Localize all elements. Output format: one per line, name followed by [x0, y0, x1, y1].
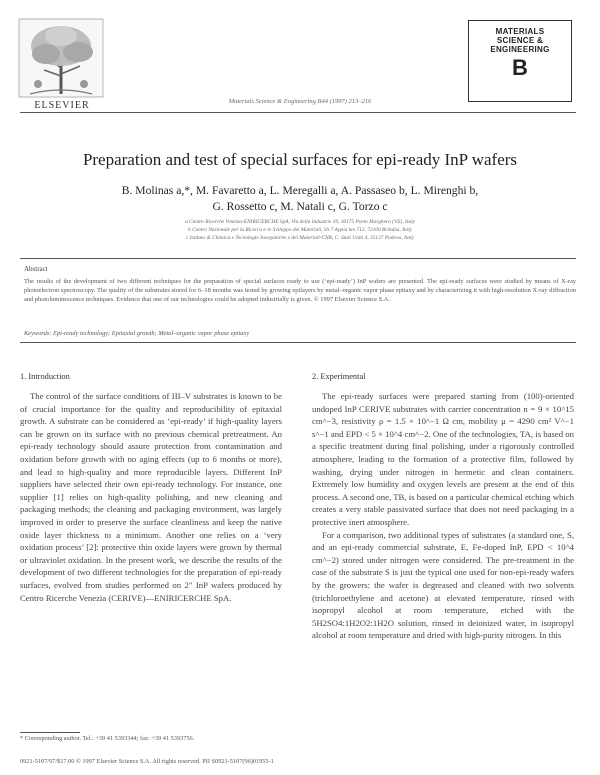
- author-list: [40, 183, 560, 215]
- abstract-text: The results of the development of two different techniques for the preparation of special surfaces ready to use (‘epi-ready’) InP wafers are presented. The epi-ready surfaces were studied by means of X-ray photoelectron spectroscopy. The quality of the substrates stored for 6–18 months was tested by growing epilayers by metal–organic vapor phase epitaxy and by characterizing it with high-resolution X-ray diffraction and photoluminescence techniques. Evidence that one of our technologies could be adopted industrially is given. © 1997 Elsevier Science S.A.: [24, 278, 576, 303]
- journal-citation: Materials Science & Engineering B44 (1997) 213–216: [228, 98, 372, 105]
- author-line: B. Molinas a,*, M. Favaretto a, L. Meregalli a, A. Passaseo b, L. Mirenghi b,: [121, 184, 479, 197]
- keywords: Keywords: Epi-ready technology; Epitaxial growth; Metal–organic vapor phase epitaxy: [24, 330, 250, 337]
- journal-box-line: ENGINEERING: [490, 45, 550, 54]
- paragraph: The epi-ready surfaces were prepared starting from (100)-oriented undoped InP CERIVE substrates with carrier concentration n = 9 × 10^15 cm^−3, resistivity ρ = 1.5 × 10^−1 Ω cm, mobility μ = 4290 cm² V^−1 s^−1 and EPD < 5 × 10^4 cm^−2. One of the technologies, TA, is based on a specific treatment during final polishing, under a rigorously controlled atmosphere, leading to the formation of a protective film, followed by washing, drying under nitrogen in hermetic and clean containers. Extremely low humidity and oxygen levels are present at the end of this process. A second one, TB, is based on a particular chemical etching which creates a very stable passivated surface that does not need packaging in a protective inert atmosphere.: [312, 391, 574, 527]
- experimental-text: [312, 390, 574, 642]
- section-heading-experimental: 2. Experimental: [312, 372, 366, 381]
- corresponding-author-footnote: * Corresponding author. Tel.: +39 41 5393344; fax: +39 41 5393756.: [20, 735, 195, 742]
- introduction-text: The control of the surface conditions of III–V substrates is known to be of crucial importance for the quality and reproducibility of epitaxial growth. A substrate can be considered as ‘epi-ready’ if high-quality layers can be grown on its surface with no previous chemical pretreatment. An epi-ready technology should assure protection from contamination and oxidation before growth with no aging effects (up to 6 months or more), and lead to high-quality and more reproducible layers. Different InP suppliers have selected their own epi-ready technology. For instance, one supplier [1] relies on high-quality polishing, and new cleaning and packaging methods; the cleaning and packaging environment, was largely improved in order to preserve the surface cleanliness and keep the native oxide layer thickness to a minimum. Another one relies on a ‘very oxidation process’ [2]: protective thin oxide layers were grown by thermal or ultraviolet oxidation. In the present work, we describe the results of the development of two different technologies for the preparation of epi-ready surfaces, evolved from studies performed on 2" InP wafers produced by Centro Ricerche Venezia (CERIVE)—ENIRICERCHE SpA.: [20, 391, 282, 603]
- affiliation: b Centro Nazionale per la Ricerca e lo Sviluppo dei Materiali, SS 7 Appia km 712, 72100 Brindisi, Italy: [188, 227, 412, 233]
- affiliation: c Istituto di Chimica e Tecnologie Inorganiche e dei Materiali-CNR, C. Stati Uniti 4, 35127 Padova, Italy: [186, 235, 414, 241]
- affiliations: [50, 218, 550, 242]
- affiliation: a Centro Ricerche Venezia-ENIRICERCHE SpA, Via della Industrie 39, 30175 Porto Marghera (VE), Italy: [185, 219, 415, 225]
- author-line: G. Rossetto c, M. Natali c, G. Torzo c: [212, 200, 388, 213]
- journal-title-box: [468, 20, 572, 102]
- abstract-divider-bottom: [20, 342, 576, 343]
- abstract-heading: Abstract: [24, 265, 48, 273]
- paper-title: Preparation and test of special surfaces for epi-ready InP wafers: [82, 150, 518, 169]
- abstract-divider-top: [20, 258, 576, 259]
- elsevier-tree-logo: [18, 18, 104, 98]
- journal-box-line: SCIENCE &: [496, 36, 544, 45]
- paragraph: For a comparison, two additional types of substrates (a standard one, S, and an epi-ready commercial substrate, E, Fe-doped InP, EPD < 10^4 cm^−2) stored under nitrogen were considered. The pre-treatment in the case of the substrate S is just the typical one used for non-epi-ready wafers by the growers: the wafer is degreased and cleaned with two solvents (trichloroethylene and acetone) at elevated temperature, rinsed with isopropyl alcohol at room temperature, etched with the 5H2SO4:1H2O2:1H2O solution, rinsed in deionized water, in isopropyl alcohol at room temperature and dried with high-purity nitrogen. In this: [312, 529, 574, 641]
- footnote-divider: [20, 732, 80, 733]
- journal-section-letter: B: [512, 55, 528, 80]
- publisher-name: ELSEVIER: [34, 100, 90, 111]
- header-divider: [20, 112, 576, 113]
- issn-copyright: 0921-5107/97/$17.00 © 1997 Elsevier Science S.A. All rights reserved. PII S0921-5107(96)01955-1: [20, 758, 274, 765]
- publisher-logo: [18, 18, 104, 98]
- section-heading-introduction: 1. Introduction: [20, 372, 70, 381]
- journal-box-line: MATERIALS: [495, 27, 545, 36]
